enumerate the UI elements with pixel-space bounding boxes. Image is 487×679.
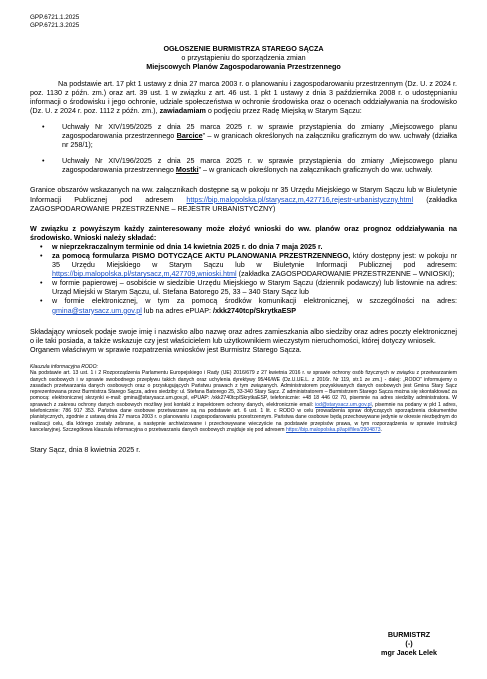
intro-text: Na podstawie art. 17 pkt 1 ustawy z dnia 27 marca 2003 r. o planowaniu i zagospodarowaniu przestrzennym (Dz. U. z 2024 r. poz. 1130 z późn. zm.) oraz art. 39 ust. 1 w związku z art. 46 ust. 1 pkt 1 ustawy z dnia 3 października 2008 r. o udostępnianiu informacji o środowisku i jego ochronie, udziale społeczeństwa w ochronie środowiska oraz o ocenach oddziaływania na środowisko (Dz. U. z 2024 r. poz. 1112 z późn. zm.),	[30, 78, 457, 115]
intro-tail: o podjęciu przez Radę Miejską w Starym Sączu:	[207, 105, 362, 115]
closing-paragraph: Składający wniosek podaje swoje imię i nazwisko albo nazwę oraz adres zamieszkania albo siedziby oraz adres poczty elektronicznej o ile taki posiada, a także wskazuje czy jest właścicielem lub użytkownikiem wieczystym nieruchomości, której dotyczy wniosek.	[30, 326, 457, 345]
signature-block	[381, 630, 437, 657]
place-date: Stary Sącz, dnia 8 kwietnia 2025 r.	[30, 445, 141, 455]
gdpr-clause	[30, 364, 457, 433]
clause-body	[30, 370, 457, 433]
resolution-item	[30, 122, 457, 149]
clause-title: Klauzula informacyjna RODO:	[30, 363, 98, 370]
clause-text-2: , pisemnie na podany w pkt 1 adres, telefonicznie: 786 917 353. Państwa dane osobowe przetwarzane są na podstawie art. 6 ust. 1 lit. c RODO w celu prowadzenia spraw dotyczących sporządzenia dokumentów planistycznych, zgodnie z ustawą dnia 27 marca 2003 r. o planowaniu i zagospodarowaniu przestrzennym. Państwa dane osobowe będą przechowywane jedynie w okresie niezbędnym do realizacji celu, dla którego zostały zebrane, a następnie archiwizowane i przechowywane wieczyście na podstawie przepisów prawa, w tym rozporządzenia w sprawie instrukcji kancelaryjnej. Szczegółowa klauzula informacyjna o przetwarzaniu danych osobowych znajduje się pod adresem	[30, 401, 457, 433]
electronic-mid: lub na adres ePUAP:	[143, 305, 211, 315]
announcement-title	[30, 44, 457, 72]
iod-email-link[interactable]: iod@starysacz.um.gov.pl	[315, 401, 372, 408]
form-text: który dostępny jest: w pokoju nr 35 Urzędu Miejskiego w Starym Sączu lub w Biuletynie Informacji Publicznej pod adresem:	[52, 251, 457, 270]
resolution-tail: ” – w granicach określonych na załączniku graficznym do ww. uchwały (działka nr 258/1);	[62, 131, 458, 150]
clause-end: .	[380, 426, 382, 433]
title-line: o przystąpieniu do sporządzenia zmian	[181, 53, 306, 63]
plan-name: Barcice	[176, 131, 203, 141]
signature-signed: (-)	[405, 639, 413, 648]
call-paragraph: W związku z powyższym każdy zainteresowany może złożyć wnioski do ww. planów oraz prognoz oddziaływania na środowisko. Wnioski należy składać:	[30, 223, 457, 242]
resolution-text: Uchwały Nr XIV/195/2025 z dnia 25 marca 2025 r. w sprawie przystąpienia do zmiany „Miejscowego planu zagospodarowania przestrzennego	[62, 121, 457, 141]
resolutions-list	[30, 122, 457, 174]
epuap-address: /xkk2740tcp/SkrytkaESP	[212, 305, 297, 315]
deadline-item: • w nieprzekraczalnym terminie od dnia 14 kwietnia 2025 r. do dnia 7 maja 2025 r.	[30, 242, 457, 251]
boundaries-text: Granice obszarów wskazanych na ww. załącznikach dostępne są w pokoju nr 35 Urzędu Miejskiego w Starym Sączu lub w Biuletynie Informacji Publicznej pod adresem	[30, 185, 457, 204]
authority-paragraph: Organem właściwym w sprawie rozpatrzenia wniosków jest Burmistrz Starego Sącza.	[30, 344, 302, 354]
intro-paragraph	[30, 79, 457, 115]
resolution-text: Uchwały Nr XIV/196/2025 z dnia 25 marca 2025 r. w sprawie przystąpienia do zmiany „Miejscowego planu zagospodarowania przestrzennego	[62, 156, 457, 175]
case-signature: GPP.6721.1.2025	[30, 14, 80, 21]
title-line: OGŁOSZENIE BURMISTRZA STAREGO SĄCZA	[163, 44, 324, 53]
electronic-item	[30, 296, 457, 314]
submission-methods-list	[30, 242, 457, 315]
paper-item: • w formie papierowej – osobiście w siedzibie Urzędu Miejskiego w Starym Sączu (dziennik podawczy) lub listownie na adres: Urząd Miejski w Starym Sączu, ul. Stefana Batorego 25, 33 – 340 Stary Sącz lub	[30, 278, 457, 296]
form-item	[30, 251, 457, 278]
resolution-tail: ” – w granicach określonych na załącznikach graficznych do ww. uchwały.	[198, 165, 433, 175]
signature-role: BURMISTRZ	[387, 630, 431, 639]
clause-text: Na podstawie art. 13 ust. 1 i 2 Rozporządzenia Parlamentu Europejskiego i Rady (UE) 2016/679 z 27 kwietnia 2016 r. w sprawie ochrony osób fizycznych w związku z przetwarzaniem danych osobowych i w sprawie swobodnego przepływu takich danych oraz uchylenia dyrektywy 95/46/WE (Dz.U.UE.L. z 2016r. Nr 119, str.1 ze zm.) - dalej: „RODO” informujemy o zasadach przetwarzania danych osobowych oraz o przysługujących Państwu prawach z tym związanych. Administratorem pozyskiwanych danych osobowych jest Gmina Stary Sącz reprezentowana przez Burmistrza Starego Sącza, adres siedziby: ul. Stefana Batorego 25, 33-340 Stary Sącz. Z administratorem – Burmistrzem Starego Sącza można się skontaktować za pomocą: elektronicznej skrzynki e-mail: gmina@starysacz.um.gov.pl, ePUAP: /xkk2740tcp/SkrytkaESP, telefonicznie: +48 18 446 02 70, pisemnie na adres siedziby administratora. W sprawach z zakresu ochrony danych osobowych możliwy jest kontakt z inspektorem ochrony danych, elektronicznie email:	[30, 370, 457, 408]
electronic-text: w formie elektronicznej, w tym za pomocą środków komunikacji elektronicznej, w szczególności na adres:	[52, 296, 457, 306]
case-signature: GPP.6721.3.2025	[30, 22, 80, 29]
plan-name: Mostki	[175, 165, 199, 175]
resolution-item	[30, 156, 457, 174]
boundaries-tail: (zakładka ZAGOSPODAROWANIE PRZESTRZENNE – REJESTR URBANISTYCZNY)	[30, 194, 458, 213]
wnioski-link[interactable]: https://bip.malopolska.pl/starysacz,m,427709,wnioski.html	[52, 269, 237, 279]
register-link[interactable]: https://bip.malopolska.pl/starysacz,m,427716,rejestr-urbanistyczny.html	[186, 194, 414, 204]
signature-name: mgr Jacek Lelek	[381, 648, 437, 657]
clause-link[interactable]: https://bip.malopolska.pl/api/files/2904873	[285, 426, 381, 433]
form-tail: (zakładka ZAGOSPODAROWANIE PRZESTRZENNE – WNIOSKI);	[238, 269, 455, 279]
email-link[interactable]: gmina@starysacz.um.gov.pl	[52, 305, 142, 315]
form-name: za pomocą formularza PISMO DOTYCZĄCE AKTU PLANOWANIA PRZESTRZENNEGO,	[52, 251, 351, 261]
case-signatures	[30, 14, 457, 30]
intro-bold: zawiadamiam	[159, 105, 206, 115]
title-line: Miejscowych Planów Zagospodarowania Przestrzennego	[146, 62, 341, 72]
boundaries-paragraph	[30, 185, 457, 212]
